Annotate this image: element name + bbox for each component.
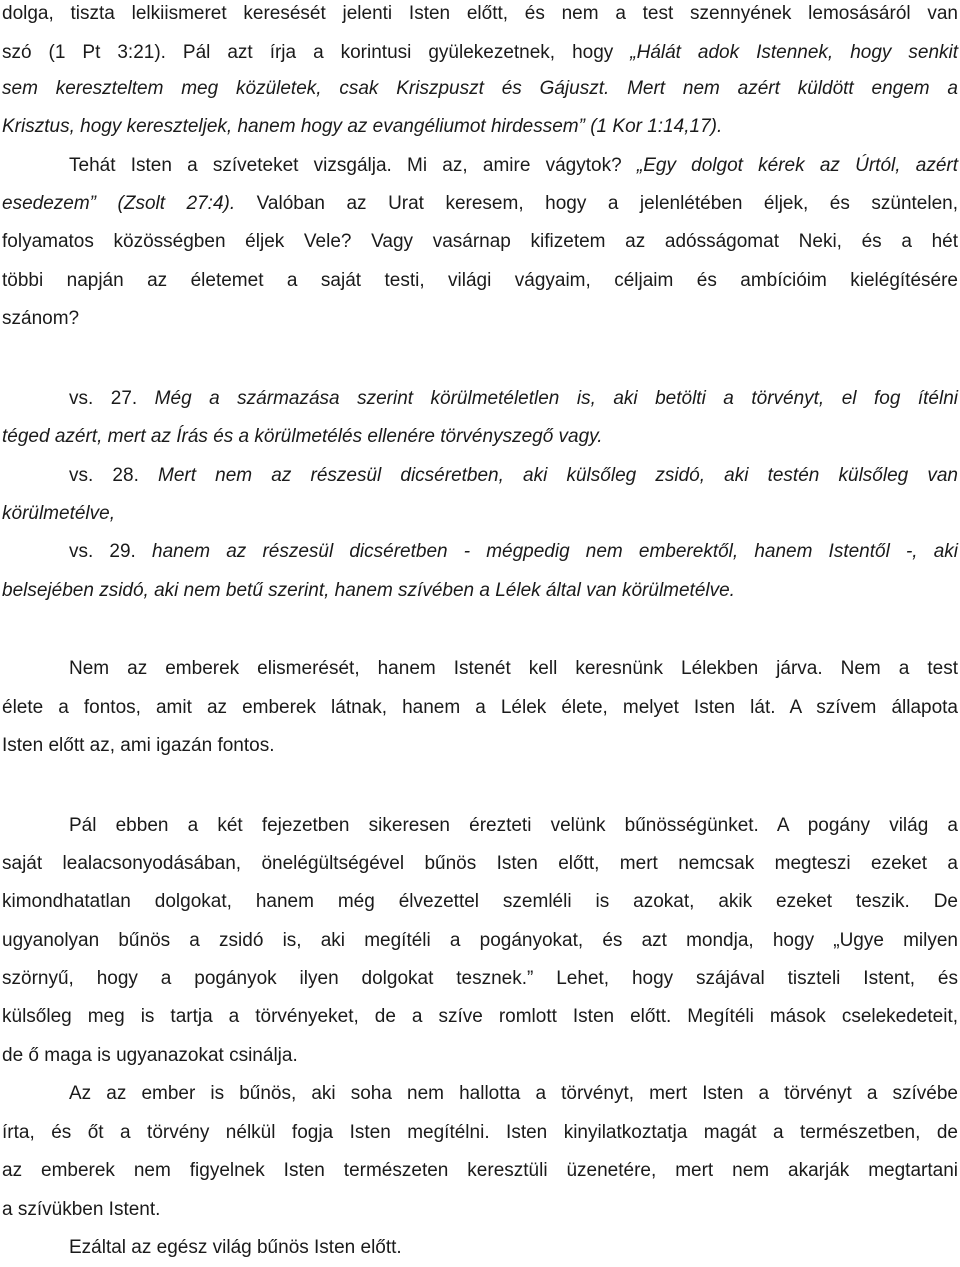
text-line: ugyanolyan bűnös a zsidó is, aki megítéli a pogányokat, és azt mondja, hogy „Ugye milyen <box>2 930 958 951</box>
verse-27: vs. 27. Még a származása szerint körülmetéletlen is, aki betölti a törvényt, el fog ítélni <box>69 388 959 409</box>
text-line: Pál ebben a két fejezetben sikeresen érezteti velünk bűnösségünket. A pogány világ a <box>69 815 958 836</box>
text-line: körülmetélve, <box>2 503 115 524</box>
verse-number: vs. 28. <box>69 465 158 486</box>
text-line: Krisztus, hogy kereszteljek, hanem hogy az evangéliumot hirdessem” (1 Kor 1:14,17). <box>2 116 723 137</box>
text-line: szörnyű, hogy a pogányok ilyen dolgokat tesznek.” Lehet, hogy szájával tiszteli Istent, és <box>2 968 958 989</box>
verse-number: vs. 29. <box>69 541 152 562</box>
text-line: dolga, tiszta lelkiismeret keresését jelenti Isten előtt, és nem a test szennyének lemosásáról van <box>2 3 958 24</box>
text-line: Nem az emberek elismerését, hanem Istenét kell keresnünk Lélekben járva. Nem a test <box>69 658 958 679</box>
text-line: esedezem” (Zsolt 27:4). Valóban az Urat keresem, hogy a jelenlétében éljek, és szüntelen, <box>2 193 958 214</box>
text-line: külsőleg meg is tartja a törvényeket, de a szíve romlott Isten előtt. Megítéli mások cselekedeteit, <box>2 1006 958 1027</box>
text-line: Tehát Isten a szíveteket vizsgálja. Mi az, amire vágytok? „Egy dolgot kérek az Úrtól, azért <box>69 155 958 176</box>
text-line: írta, és őt a törvény nélkül fogja Isten megítélni. Isten kinyilatkoztatja magát a természetben, de <box>2 1122 958 1143</box>
text-line: élete a fontos, amit az emberek látnak, hanem a Lélek élete, melyet Isten lát. A szívem állapota <box>2 697 958 718</box>
text-line: Az az ember is bűnös, aki soha nem hallotta a törvényt, mert Isten a törvényt a szívébe <box>69 1083 958 1104</box>
text-line: sem kereszteltem meg közületek, csak Kriszpuszt és Gájuszt. Mert nem azért küldött engem a <box>2 78 958 99</box>
text-line: szánom? <box>2 308 80 329</box>
text-line: belsejében zsidó, aki nem betű szerint, hanem szívében a Lélek által van körülmetélve. <box>2 580 735 601</box>
text-line: téged azért, mert az Írás és a körülmetélés ellenére törvényszegő vagy. <box>2 426 603 447</box>
verse-number: vs. 27. <box>69 388 155 409</box>
verse-29: vs. 29. hanem az részesül dicséretben - mégpedig nem emberektől, hanem Istentől -, aki <box>69 541 959 562</box>
text-line: saját lealacsonyodásában, önelégültségével bűnös Isten előtt, mert nemcsak megteszi ezeket a <box>2 853 958 874</box>
text-line: többi napján az életemet a saját testi, világi vágyaim, céljaim és ambícióim kielégítésére <box>2 270 958 291</box>
verse-28: vs. 28. Mert nem az részesül dicséretben, aki külsőleg zsidó, aki testén külsőleg van <box>69 465 958 486</box>
text-line: Isten előtt az, ami igazán fontos. <box>2 735 275 756</box>
text-line: de ő maga is ugyanazokat csinálja. <box>2 1045 298 1066</box>
text-line: kimondhatatlan dolgokat, hanem még élvezettel szemléli is azokat, akik ezeket teszik. De <box>2 891 958 912</box>
text-line: a szívükben Istent. <box>2 1199 161 1220</box>
text-line: folyamatos közösségben éljek Vele? Vagy vasárnap kifizetem az adósságomat Neki, és a hét <box>2 231 958 252</box>
text-line: az emberek nem figyelnek Isten természeten keresztüli üzenetére, mert nem akarják megtartani <box>2 1160 958 1181</box>
text-line: Ezáltal az egész világ bűnös Isten előtt. <box>69 1237 402 1258</box>
text-line: szó (1 Pt 3:21). Pál azt írja a korintusi gyülekezetnek, hogy „Hálát adok Istennek, hogy senkit <box>2 42 959 63</box>
